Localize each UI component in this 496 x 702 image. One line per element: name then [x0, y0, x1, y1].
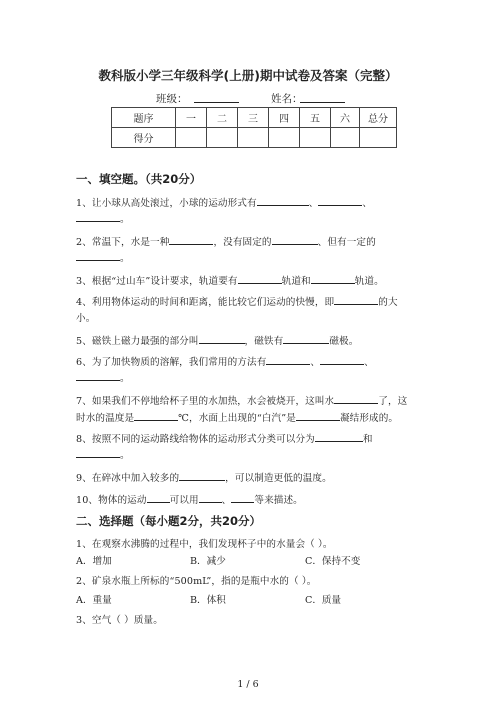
name-field[interactable]: [300, 102, 345, 103]
option-a[interactable]: A．增加: [76, 556, 112, 567]
answer-blank[interactable]: [76, 211, 120, 222]
question-text: 1、让小球从高处滚过，小球的运动形式有: [76, 198, 257, 209]
option-c[interactable]: C．质量: [305, 595, 342, 606]
score-cell[interactable]: [176, 128, 207, 148]
answer-blank[interactable]: [147, 492, 170, 503]
question: [76, 410, 398, 424]
section-heading: 一、填空题。（共20分）: [76, 172, 202, 186]
question-text: 、: [221, 495, 232, 506]
table-cell: 二: [207, 108, 238, 128]
question: [76, 211, 130, 225]
question: [76, 431, 373, 445]
answer-blank[interactable]: [134, 410, 178, 421]
question: [76, 354, 374, 368]
question: [76, 250, 130, 264]
score-table: [111, 107, 397, 148]
answer-blank[interactable]: [179, 470, 225, 481]
question: [76, 370, 130, 384]
class-label: 班级：: [156, 93, 188, 105]
question-text: 的大: [378, 297, 398, 308]
table-cell: 四: [269, 108, 300, 128]
answer-blank[interactable]: [266, 354, 310, 365]
question-text: 、: [364, 357, 374, 368]
answer-blank[interactable]: [320, 354, 364, 365]
question: [76, 333, 358, 347]
question-text: ，可以制造更低的温度。: [225, 473, 332, 484]
question: [76, 294, 398, 308]
page-title: 教科版小学三年级科学(上册)期中试卷及答案（完整）: [98, 68, 398, 83]
answer-blank[interactable]: [334, 294, 378, 305]
answer-blank[interactable]: [257, 195, 309, 206]
answer-blank[interactable]: [283, 333, 329, 344]
table-cell: 一: [176, 108, 207, 128]
table-row: [112, 108, 397, 128]
table-cell: 题序: [112, 108, 176, 128]
question-text: ，磁铁有: [244, 336, 284, 347]
score-cell[interactable]: [269, 128, 300, 148]
question-text: 。: [120, 253, 130, 264]
question-text: 和: [362, 434, 373, 445]
question: [76, 470, 332, 484]
question-text: 等来描述。: [254, 495, 303, 506]
question-text: 。: [120, 373, 130, 384]
option-c[interactable]: C．保持不变: [305, 556, 361, 567]
question-text: ，没有固定的: [213, 237, 272, 248]
answer-blank[interactable]: [76, 447, 120, 458]
question-text: 磁极。: [329, 336, 359, 347]
class-field[interactable]: [194, 102, 239, 103]
answer-blank[interactable]: [169, 234, 213, 245]
table-cell: 六: [331, 108, 360, 128]
question-text: 4、利用物体运动的时间和距离，能比较它们运动的快慢，即: [76, 297, 335, 308]
score-cell[interactable]: [331, 128, 360, 148]
question-text: 轨道和: [281, 276, 311, 287]
name-label: 姓名：: [271, 93, 303, 105]
question-text: 9、在碎冰中加入较多的: [76, 473, 180, 484]
question-text: 时水的温度是: [76, 413, 135, 424]
question: [76, 195, 372, 209]
answer-blank[interactable]: [199, 492, 222, 503]
table-row: [112, 128, 397, 148]
answer-blank[interactable]: [76, 370, 120, 381]
question-text: 了，这: [378, 396, 408, 407]
question-text: 、: [362, 198, 373, 209]
answer-blank[interactable]: [231, 492, 254, 503]
score-cell[interactable]: [300, 128, 331, 148]
question-text: 。: [120, 214, 130, 225]
question-text: 10、物体的运动: [76, 495, 147, 506]
question: 2、矿泉水瓶上所标的“500mL”，指的是瓶中水的（ ）。: [76, 576, 317, 587]
question-text: 8、按照不同的运动路线给物体的运动形式分类可以分为: [76, 434, 315, 445]
question: [76, 234, 376, 248]
question: [76, 310, 95, 324]
table-cell: 三: [238, 108, 269, 128]
question-text: ℃，水面上出现的“白汽”是: [178, 413, 296, 424]
answer-blank[interactable]: [296, 410, 340, 421]
question: [76, 393, 407, 407]
score-cell[interactable]: [360, 128, 397, 148]
question: 3、空气（ ）质量。: [76, 615, 163, 626]
question-text: 、: [310, 357, 321, 368]
question-text: 2、常温下，水是一种: [76, 237, 170, 248]
answer-blank[interactable]: [272, 234, 318, 245]
table-cell: 总分: [360, 108, 397, 128]
question-text: 轨道。: [354, 276, 384, 287]
option-b[interactable]: B．体积: [190, 595, 226, 606]
section-heading: 二、选择题（每小题2分，共20分）: [76, 514, 262, 528]
question-text: 3、根据“过山车”设计要求，轨道要有: [76, 276, 238, 287]
question-text: 5、磁铁上磁力最强的部分叫: [76, 336, 199, 347]
answer-blank[interactable]: [334, 393, 378, 404]
question: [76, 273, 384, 287]
score-cell[interactable]: [238, 128, 269, 148]
question-text: 凝结形成的。: [339, 413, 399, 424]
table-cell: 得分: [112, 128, 176, 148]
answer-blank[interactable]: [311, 273, 355, 284]
option-a[interactable]: A．重量: [76, 595, 112, 606]
question-text: 、: [308, 198, 319, 209]
page-number: 1 / 6: [237, 679, 259, 690]
question-text: 。: [120, 450, 130, 461]
question: 1、在观察水沸腾的过程中，我们发现杯子中的水量会（ ）。: [76, 539, 333, 550]
option-b[interactable]: B．减少: [190, 556, 226, 567]
answer-blank[interactable]: [199, 333, 245, 344]
question-text: 6、为了加快物质的溶解，我们常用的方法有: [76, 357, 267, 368]
question: [76, 447, 130, 461]
question: [76, 492, 303, 506]
answer-blank[interactable]: [315, 431, 363, 442]
question-text: 小。: [76, 313, 96, 324]
question-text: 可以用: [169, 495, 199, 506]
answer-blank[interactable]: [238, 273, 282, 284]
answer-blank[interactable]: [76, 250, 120, 261]
question-text: 、但有一定的: [317, 237, 376, 248]
answer-blank[interactable]: [318, 195, 362, 206]
score-cell[interactable]: [207, 128, 238, 148]
table-cell: 五: [300, 108, 331, 128]
question-text: 7、如果我们不停地给杯子里的水加热，水会被烧开，这叫水: [76, 396, 335, 407]
